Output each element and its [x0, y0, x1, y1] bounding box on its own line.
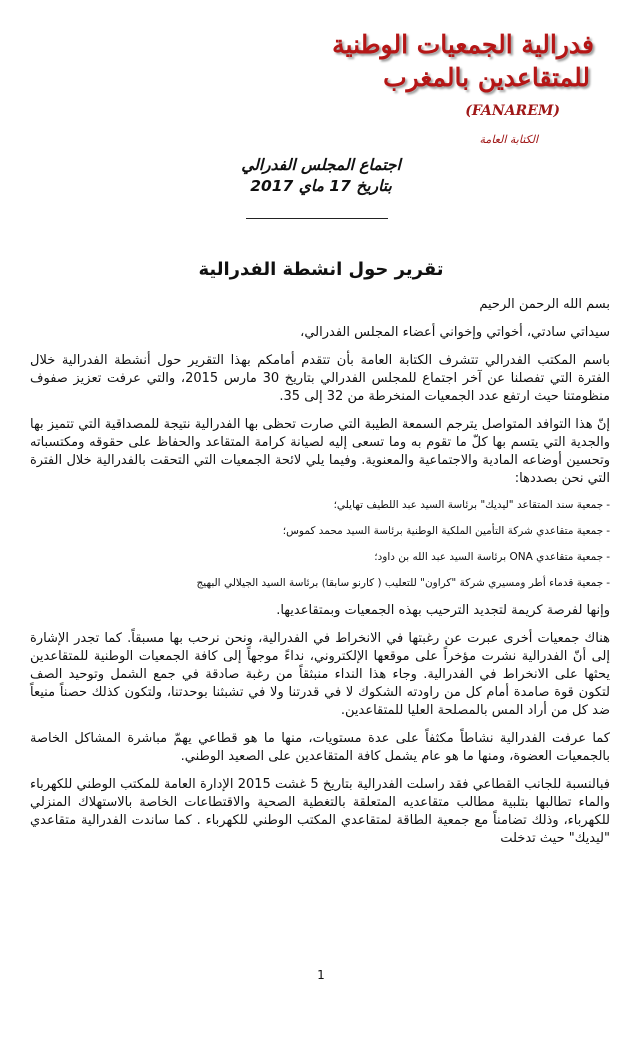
heading-divider [246, 218, 388, 219]
organization-name-line2: للمتقاعدين بالمغرب [383, 63, 590, 92]
associations-list [30, 498, 610, 590]
meeting-title: اجتماع المجلس الفدرالي [241, 156, 401, 174]
list-item: -جمعية متقاعدي ONA برئاسة السيد عبد الله بن داود؛ [374, 551, 610, 563]
meeting-heading [0, 155, 642, 197]
paragraph-2: إنّ هذا التوافد المتواصل يترجم السمعة الطيبة التي صارت تحظى بها الفدرالية نتيجة للمصداقية التي تتميز بها والجدية التي يتسم بها كلّ ما تقوم به وما تسعى إليه لصيانة كرامة المتقاعد والحفاظ على حقوقه ومكتسباته وتحسين أوضاعه المادية والاجتماعية والمعنوية. وفيما يلي لائحة الجمعيات التي التحقت بالفدرالية خلال الفترة التي نحن بصددها: [30, 417, 610, 486]
organization-abbreviation: (FANAREM) [465, 103, 560, 119]
paragraph-4: كما عرفت الفدرالية نشاطاً مكثفاً على عدة مستويات، منها ما هو قطاعي يهمّ مباشرة المشاكل الخاصة بالجمعيات العضوة، ومنها ما هو عام يشمل كافة المتقاعدين على الصعيد الوطني. [30, 731, 610, 764]
welcome-sentence: وإنها لفرصة كريمة لتجديد الترحيب بهذه الجمعيات وبمتقاعديها. [276, 603, 610, 618]
report-body [30, 296, 610, 858]
paragraph-1: باسم المكتب الفدرالي تتشرف الكتابة العامة بأن تتقدم أمامكم بهذا التقرير حول أنشطة الفدرالية خلال الفترة التي تفصلنا عن آخر اجتماع للمجلس الفدرالي بتاريخ 30 مارس 2015، والتي عرفت تعزيز صفوف منظومتنا حيث ارتفع عدد الجمعيات المنخرطة من 32 إلى 35. [30, 353, 610, 404]
report-title: تقرير حول انشطة الفدرالية [198, 259, 444, 280]
organization-name-line1: فدرالية الجمعيات الوطنية [332, 30, 594, 59]
paragraph-3: هناك جمعيات أخرى عبرت عن رغبتها في الانخراط في الفدرالية، ونحن نرحب بها مسبقاً. كما تجدر الإشارة إلى أنّ الفدرالية نشرت مؤخراً على موقعها الإلكتروني، نداءً موجهاً إلى كافة الجمعيات الوطنية للمتقاعدين يحثها على الانخراط في الفدرالية. وجاء هذا النداء منبثقاً من رغبة صادقة في جمع الشمل وتوحيد الصف لتكون قوة صامدة أمام كل من راودته الشكوك لا في قدرتنا ولا في تشبثنا بوحدتنا، ولتكون كذلك حصناً منيعاً ضد كل من أراد المس بالمصلحة العليا للمتقاعدين. [30, 631, 610, 718]
list-item: -جمعية سند المتقاعد "ليديك" برئاسة السيد عبد اللطيف تهايلي؛ [333, 499, 610, 511]
meeting-date: بتاريخ 17 ماي 2017 [250, 177, 392, 195]
organization-name [332, 28, 594, 94]
greeting: سيداتي سادتي، أخواتي وإخواني أعضاء المجلس الفدرالي، [300, 325, 610, 340]
secretariat-label: الكتابة العامة [479, 133, 538, 146]
basmala: بسم الله الرحمن الرحيم [479, 297, 610, 312]
paragraph-5: فبالنسبة للجانب القطاعي فقد راسلت الفدرالية بتاريخ 5 غشت 2015 الإدارة العامة للمكتب الوطني للكهرباء والماء تطالبها بتلبية مطالب متقاعديه المتعلقة بالتغطية الصحية والاقتطاعات الخاصة بالاستهلاك المنزلي للكهرباء، وذلك تضامناً مع جمعية الطاقة لمتقاعدي المكتب الوطني للكهرباء . كما ساندت الفدرالية متقاعدي "ليديك" حيث تدخلت [30, 777, 610, 846]
list-item: -جمعية متقاعدي شركة التأمين الملكية الوطنية برئاسة السيد محمد كموس؛ [282, 525, 610, 537]
page-number: 1 [317, 968, 325, 982]
list-item: -جمعية قدماء أطر ومسيري شركة "كراون" للتعليب ( كارنو سابقا) برئاسة السيد الجيلالي البهيج [196, 577, 610, 589]
